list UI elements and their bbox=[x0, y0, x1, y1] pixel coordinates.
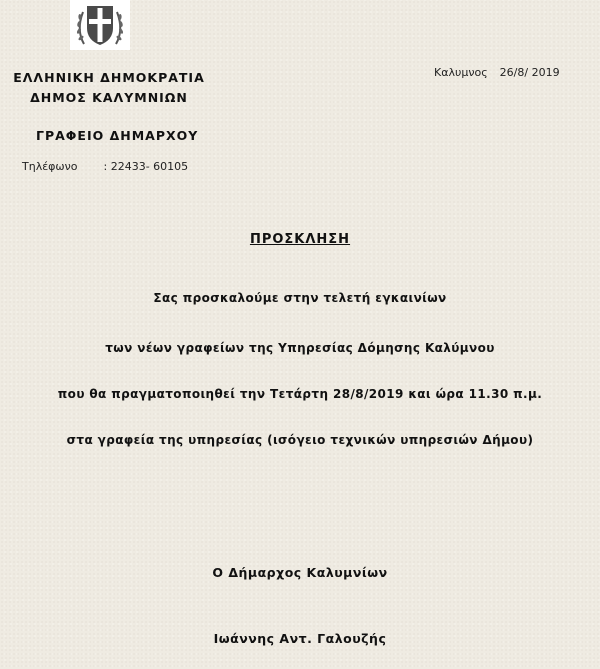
body-line-1: Σας προσκαλούμε στην τελετή εγκαινίων bbox=[153, 291, 447, 305]
signatory-name: Ιωάννης Αντ. Γαλουζής bbox=[213, 631, 387, 646]
document-title: ΠΡΟΣΚΛΗΣΗ bbox=[249, 232, 351, 247]
body-line-2: των νέων γραφείων της Υπηρεσίας Δόμησης Καλύμνου bbox=[105, 341, 495, 355]
signatory-role: Ο Δήμαρχος Καλυμνίων bbox=[212, 565, 388, 580]
phone-value: : 22433- 60105 bbox=[103, 160, 189, 173]
body-line-4: στα γραφεία της υπηρεσίας (ισόγειο τεχνικών υπηρεσιών Δήμου) bbox=[66, 433, 534, 447]
phone-line bbox=[22, 160, 188, 173]
phone-label: Τηλέφωνο bbox=[22, 160, 78, 173]
greek-coat-of-arms-icon bbox=[70, 0, 130, 50]
issuer-municipality: ΔΗΜΟΣ ΚΑΛΥΜΝΙΩΝ bbox=[30, 90, 188, 105]
body-line-3: που θα πραγματοποιηθεί την Τετάρτη 28/8/2019 και ώρα 11.30 π.μ. bbox=[57, 387, 543, 401]
place-date bbox=[434, 66, 560, 79]
issuer-block bbox=[4, 68, 214, 108]
place-name: Καλυμνος bbox=[434, 66, 488, 79]
document-date: 26/8/ 2019 bbox=[499, 66, 560, 79]
issuer-country: ΕΛΛΗΝΙΚΗ ΔΗΜΟΚΡΑΤΙΑ bbox=[13, 70, 205, 85]
office-name: ΓΡΑΦΕΙΟ ΔΗΜΑΡΧΟΥ bbox=[36, 128, 199, 143]
